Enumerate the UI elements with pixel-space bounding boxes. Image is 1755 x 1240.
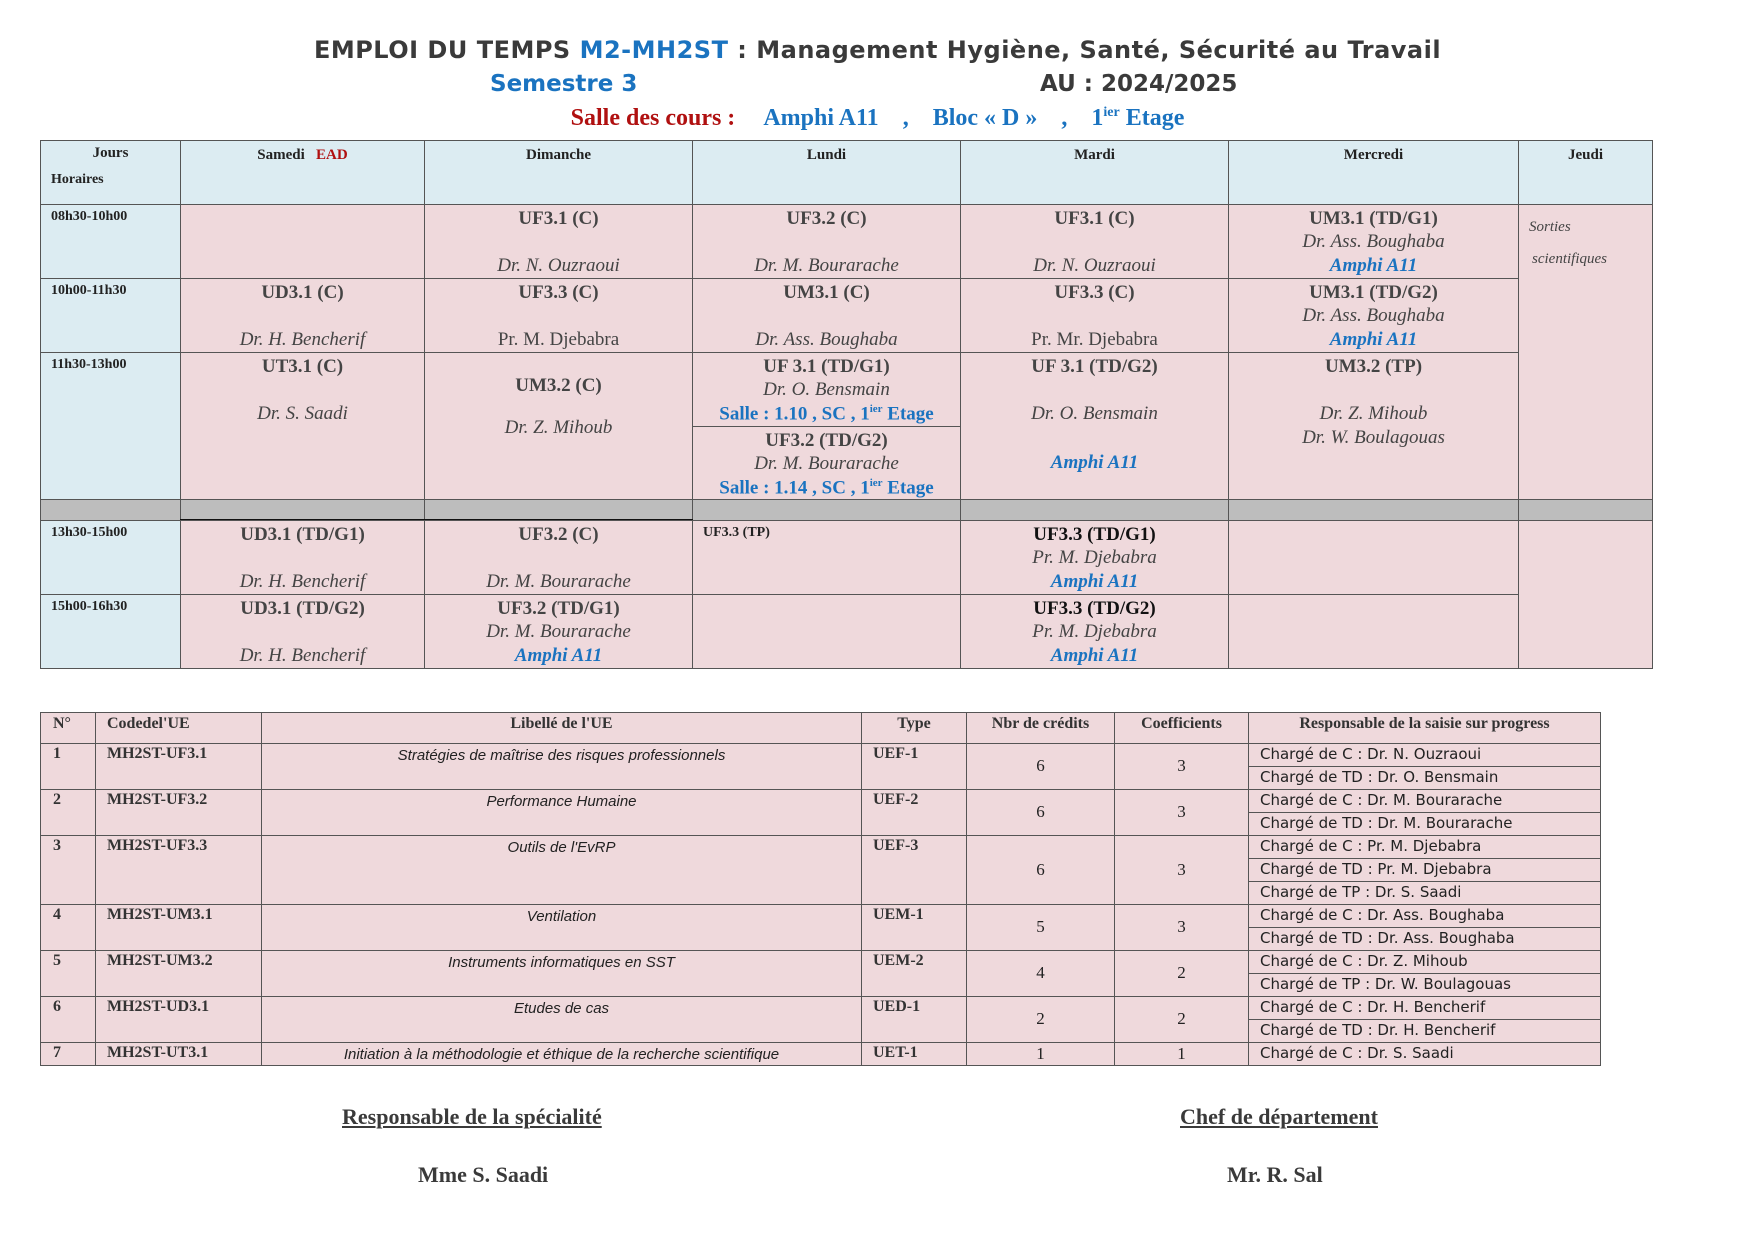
ue-code: MH2ST-UF3.2 [107, 791, 208, 808]
room-floor-sup: ier [1103, 105, 1120, 120]
ue-cell-type [861, 743, 967, 790]
left-signature-name: Mme S. Saadi [418, 1162, 549, 1187]
day-samedi: Samedi [257, 147, 305, 163]
sorties-text: Sorties [1529, 219, 1571, 235]
ue-code: MH2ST-UD3.1 [107, 998, 210, 1015]
ue-cell-code [95, 950, 262, 997]
ue-resp-cell [1248, 904, 1601, 928]
course-room: Amphi A11 [1329, 329, 1418, 350]
ue-n: 6 [53, 998, 61, 1015]
cell-s3-lundi-g1 [692, 352, 961, 427]
header-resp: Responsable de la saisie sur progress [1299, 715, 1550, 732]
ue-cell-code [95, 743, 262, 790]
day-mardi: Mardi [1074, 147, 1115, 163]
course-room: Amphi A11 [1050, 452, 1139, 473]
ue-n: 7 [53, 1044, 61, 1061]
ue-type: UET-1 [873, 1044, 918, 1061]
ue-responsable: Chargé de C : Dr. Ass. Boughaba [1260, 906, 1505, 924]
cell-s3-dimanche [424, 352, 693, 500]
corner-horaires: Horaires [51, 172, 104, 187]
ue-responsable: Chargé de C : Dr. H. Bencherif [1260, 998, 1486, 1016]
ue-cell-libelle [261, 904, 862, 951]
room-sep-1: , [902, 105, 909, 131]
ue-resp-cell [1248, 812, 1601, 836]
course-code: UD3.1 (C) [261, 282, 344, 303]
cell-s2-mardi [960, 278, 1229, 353]
ue-coef: 3 [1177, 802, 1186, 821]
course-code: UD3.1 (TD/G2) [240, 598, 365, 619]
ue-cell-type [861, 835, 967, 905]
course-code: UF3.3 (TD/G1) [1033, 524, 1156, 545]
cell-s5-mercredi [1228, 594, 1519, 669]
header-credits: Nbr de crédits [991, 715, 1090, 732]
course-code: UF3.3 (TD/G2) [1033, 598, 1156, 619]
ue-responsable: Chargé de C : Dr. M. Bourarache [1260, 791, 1503, 809]
jeudi-afternoon-cell [1518, 520, 1653, 669]
ue-coef: 3 [1177, 756, 1186, 775]
course-prof: Pr. M. Djebabra [1032, 547, 1157, 568]
course-code: UF3.1 (C) [518, 208, 599, 229]
ue-cell-n [40, 904, 96, 951]
slot-1-text: 08h30-10h00 [51, 209, 128, 224]
ue-coef: 3 [1177, 917, 1186, 936]
right-signature-title: Chef de département [1180, 1104, 1378, 1129]
ue-coef: 2 [1177, 963, 1186, 982]
course-code: UF3.2 (TD/G1) [497, 598, 620, 619]
day-mercredi: Mercredi [1343, 147, 1404, 163]
ue-type: UEF-1 [873, 745, 919, 762]
ue-responsable: Chargé de TP : Dr. S. Saadi [1260, 883, 1462, 901]
slot-5-label [40, 594, 181, 669]
cell-s1-dimanche [424, 204, 693, 279]
course-room: Amphi A11 [1050, 645, 1139, 666]
ue-credits: 2 [1036, 1009, 1045, 1028]
ue-responsable: Chargé de TD : Pr. M. Djebabra [1260, 860, 1492, 878]
course-prof: Dr. M. Bourarache [754, 453, 899, 474]
course-prof: Dr. H. Bencherif [239, 645, 366, 666]
ue-cell-credits [966, 950, 1115, 997]
ue-cell-credits [966, 789, 1115, 836]
course-room: Amphi A11 [1329, 255, 1418, 276]
ue-resp-cell [1248, 1042, 1601, 1066]
slot-3-text: 11h30-13h00 [51, 357, 127, 372]
course-code: UF3.2 (TD/G2) [765, 430, 888, 451]
ue-responsable: Chargé de TD : Dr. Ass. Boughaba [1260, 929, 1515, 947]
ue-libelle: Etudes de cas [513, 1000, 610, 1017]
ue-cell-credits [966, 904, 1115, 951]
ue-cell-libelle [261, 950, 862, 997]
day-header-mardi [960, 140, 1229, 205]
course-prof: Dr. M. Bourarache [486, 571, 631, 592]
slot-4-text: 13h30-15h00 [51, 525, 128, 540]
course-prof: Dr. Ass. Boughaba [755, 329, 898, 350]
room-text: Salle : 1.10 , SC , 1 [719, 403, 870, 425]
ue-cell-libelle [261, 789, 862, 836]
ue-n: 2 [53, 791, 61, 808]
course-room [693, 477, 960, 499]
ue-resp-cell [1248, 927, 1601, 951]
ue-cell-coef [1114, 904, 1249, 951]
course-prof: Dr. Z. Mihoub [1319, 403, 1428, 424]
cell-s1-mardi [960, 204, 1229, 279]
day-dimanche: Dimanche [526, 147, 591, 163]
cell-s5-samedi [180, 594, 425, 669]
room-sup: ier [869, 477, 883, 489]
ue-cell-n [40, 1042, 96, 1066]
room-bloc: Bloc « D » [932, 105, 1038, 131]
ue-header-cell [966, 712, 1115, 744]
academic-year: AU : 2024/2025 [1040, 71, 1238, 97]
course-code: UM3.1 (TD/G1) [1309, 208, 1438, 229]
ue-credits: 6 [1036, 860, 1045, 879]
course-code: UF3.2 (C) [518, 524, 599, 545]
ue-cell-n [40, 996, 96, 1043]
semester-label: Semestre 3 [490, 71, 638, 97]
break-cell [960, 499, 1229, 521]
day-jeudi: Jeudi [1567, 147, 1603, 163]
cell-s3-lundi-g2 [692, 426, 961, 500]
ue-credits: 1 [1036, 1044, 1045, 1063]
ue-header-cell [1248, 712, 1601, 744]
break-cell [692, 499, 961, 521]
header-type: Type [897, 715, 931, 732]
course-room: Amphi A11 [514, 645, 603, 666]
ue-coef: 1 [1177, 1044, 1186, 1063]
header-libelle: Libellé de l'UE [510, 715, 613, 732]
cell-s1-lundi [692, 204, 961, 279]
cell-s4-samedi [180, 520, 425, 595]
course-code: UM3.2 (TP) [1324, 356, 1423, 377]
ue-resp-cell [1248, 996, 1601, 1020]
ue-credits: 6 [1036, 802, 1045, 821]
course-code: UF3.1 (C) [1054, 208, 1135, 229]
cell-s1-samedi [180, 204, 425, 279]
slot-2-label [40, 278, 181, 353]
ue-responsable: Chargé de TD : Dr. H. Bencherif [1260, 1021, 1496, 1039]
ue-code: MH2ST-UT3.1 [107, 1044, 209, 1061]
course-code: UT3.1 (C) [261, 356, 344, 377]
cell-s5-lundi [692, 594, 961, 669]
ue-coef: 3 [1177, 860, 1186, 879]
ue-resp-cell [1248, 835, 1601, 859]
header-code: Codedel'UE [107, 715, 190, 732]
ue-credits: 6 [1036, 756, 1045, 775]
course-code: UM3.1 (TD/G2) [1309, 282, 1438, 303]
ue-cell-coef [1114, 996, 1249, 1043]
ue-code: MH2ST-UF3.1 [107, 745, 208, 762]
ue-responsable: Chargé de TP : Dr. W. Boulagouas [1260, 975, 1511, 993]
course-code: UF3.2 (C) [786, 208, 867, 229]
room-text-2: Etage [882, 403, 934, 425]
ue-cell-type [861, 789, 967, 836]
course-room [693, 403, 960, 425]
scientifiques-text: scientifiques [1532, 251, 1607, 267]
course-code: UF 3.1 (TD/G1) [763, 356, 890, 377]
ue-cell-code [95, 789, 262, 836]
cell-s4-mardi [960, 520, 1229, 595]
ue-code: MH2ST-UF3.3 [107, 837, 208, 854]
ue-header-cell [261, 712, 862, 744]
ue-cell-credits [966, 835, 1115, 905]
course-code: UM3.2 (C) [515, 375, 602, 396]
ead-tag: EAD [316, 147, 348, 163]
ue-type: UEF-2 [873, 791, 919, 808]
course-prof: Pr. Mr. Djebabra [1031, 329, 1158, 350]
ue-type: UED-1 [873, 998, 921, 1015]
break-cell [40, 499, 181, 521]
course-prof: Dr. O. Bensmain [763, 379, 890, 400]
ue-cell-libelle [261, 1042, 862, 1066]
ue-responsable: Chargé de C : Dr. N. Ouzraoui [1260, 745, 1482, 763]
ue-responsable: Chargé de TD : Dr. M. Bourarache [1260, 814, 1513, 832]
header-n: N° [53, 715, 71, 732]
cell-s3-samedi [180, 352, 425, 500]
course-prof: Dr. Ass. Boughaba [1302, 231, 1445, 252]
cell-s4-dimanche [424, 520, 693, 595]
room-sup: ier [869, 403, 883, 415]
slot-2-text: 10h00-11h30 [51, 283, 127, 298]
slot-3-label [40, 352, 181, 500]
ue-resp-cell [1248, 1019, 1601, 1043]
ue-n: 4 [53, 906, 61, 923]
cell-s2-mercredi [1228, 278, 1519, 353]
ue-cell-credits [966, 1042, 1115, 1066]
course-code: UF3.3 (C) [1054, 282, 1135, 303]
cell-s3-mercredi [1228, 352, 1519, 500]
ue-type: UEM-2 [873, 952, 924, 969]
ue-header-cell [95, 712, 262, 744]
slot-5-text: 15h00-16h30 [51, 599, 128, 614]
ue-cell-credits [966, 996, 1115, 1043]
ue-type: UEF-3 [873, 837, 919, 854]
ue-cell-libelle [261, 743, 862, 790]
course-code: UM3.1 (C) [783, 282, 870, 303]
room-floor-text: Etage [1119, 105, 1185, 131]
course-prof: Dr. H. Bencherif [239, 329, 366, 350]
ue-cell-n [40, 743, 96, 790]
course-prof: Dr. N. Ouzraoui [1033, 255, 1156, 276]
course-prof: Dr. O. Bensmain [1031, 403, 1158, 424]
day-lundi: Lundi [806, 147, 847, 163]
room-label: Salle des cours : [570, 105, 736, 131]
day-header-mercredi [1228, 140, 1519, 205]
ue-coef: 2 [1177, 1009, 1186, 1028]
ue-resp-cell [1248, 950, 1601, 974]
course-code: UF3.3 (C) [518, 282, 599, 303]
course-prof: Dr. W. Boulagouas [1302, 427, 1445, 448]
break-cell [1228, 499, 1519, 521]
ue-responsable: Chargé de C : Pr. M. Djebabra [1260, 837, 1482, 855]
course-prof: Pr. M. Djebabra [497, 329, 620, 350]
day-header-dimanche [424, 140, 693, 205]
ue-code: MH2ST-UM3.1 [107, 906, 213, 923]
ue-cell-credits [966, 743, 1115, 790]
ue-cell-type [861, 950, 967, 997]
room-sep-2: , [1061, 105, 1068, 131]
jeudi-morning-cell [1518, 204, 1653, 500]
course-prof: Dr. M. Bourarache [754, 255, 899, 276]
cell-s4-mercredi [1228, 520, 1519, 595]
cell-s2-lundi [692, 278, 961, 353]
header-coef: Coefficients [1141, 715, 1222, 732]
ue-n: 5 [53, 952, 61, 969]
left-signature-title: Responsable de la spécialité [342, 1104, 602, 1129]
cell-s2-dimanche [424, 278, 693, 353]
ue-header-cell [861, 712, 967, 744]
course-prof: Dr. Ass. Boughaba [1302, 305, 1445, 326]
ue-libelle: Performance Humaine [486, 793, 637, 810]
ue-cell-coef [1114, 789, 1249, 836]
cell-s3-mardi [960, 352, 1229, 500]
ue-cell-code [95, 835, 262, 905]
ue-cell-code [95, 1042, 262, 1066]
ue-resp-cell [1248, 789, 1601, 813]
cell-s1-mercredi [1228, 204, 1519, 279]
room-text-2: Etage [882, 477, 934, 499]
course-prof: Dr. M. Bourarache [486, 621, 631, 642]
course-code: UF 3.1 (TD/G2) [1031, 356, 1158, 377]
ue-resp-cell [1248, 973, 1601, 997]
ue-cell-n [40, 789, 96, 836]
cell-s4-lundi [692, 520, 961, 595]
ue-n: 3 [53, 837, 61, 854]
day-header-lundi [692, 140, 961, 205]
course-prof: Dr. N. Ouzraoui [497, 255, 620, 276]
ue-responsable: Chargé de C : Dr. Z. Mihoub [1260, 952, 1468, 970]
ue-cell-type [861, 1042, 967, 1066]
ue-cell-n [40, 835, 96, 905]
slot-4-label [40, 520, 181, 595]
title-prefix: EMPLOI DU TEMPS [313, 36, 571, 64]
ue-credits: 5 [1036, 917, 1045, 936]
break-cell [1518, 499, 1653, 521]
document-title [0, 36, 1755, 64]
course-prof: Dr. H. Bencherif [239, 571, 366, 592]
break-cell [180, 499, 425, 521]
ue-resp-cell [1248, 881, 1601, 905]
ue-cell-code [95, 904, 262, 951]
ue-resp-cell [1248, 858, 1601, 882]
title-suffix: : Management Hygiène, Santé, Sécurité au Travail [728, 36, 1442, 64]
ue-cell-libelle [261, 835, 862, 905]
ue-cell-coef [1114, 950, 1249, 997]
room-line [0, 105, 1755, 132]
ue-credits: 4 [1036, 963, 1045, 982]
ue-n: 1 [53, 745, 61, 762]
corner-jours: Jours [92, 145, 129, 161]
ue-type: UEM-1 [873, 906, 924, 923]
ue-cell-type [861, 996, 967, 1043]
ue-cell-coef [1114, 1042, 1249, 1066]
ue-libelle: Instruments informatiques en SST [448, 954, 675, 971]
course-code: UD3.1 (TD/G1) [240, 524, 365, 545]
room-value: Amphi A11 [763, 105, 879, 131]
course-room: Amphi A11 [1050, 571, 1139, 592]
course-prof: Dr. Z. Mihoub [504, 417, 613, 438]
ue-header-cell [1114, 712, 1249, 744]
ue-libelle: Outils de l'EvRP [507, 839, 616, 856]
ue-responsable: Chargé de TD : Dr. O. Bensmain [1260, 768, 1499, 786]
ue-cell-code [95, 996, 262, 1043]
ue-cell-n [40, 950, 96, 997]
ue-code: MH2ST-UM3.2 [107, 952, 213, 969]
break-cell [424, 499, 693, 521]
ue-header-cell [40, 712, 96, 744]
corner-cell [40, 140, 181, 205]
course-prof: Dr. S. Saadi [257, 403, 348, 424]
ue-responsable: Chargé de C : Dr. S. Saadi [1260, 1044, 1454, 1062]
room-text: Salle : 1.14 , SC , 1 [719, 477, 870, 499]
ue-cell-coef [1114, 743, 1249, 790]
ue-cell-libelle [261, 996, 862, 1043]
cell-s5-mardi [960, 594, 1229, 669]
day-header-jeudi [1518, 140, 1653, 205]
ue-cell-type [861, 904, 967, 951]
ue-libelle: Stratégies de maîtrise des risques professionnels [397, 747, 726, 764]
cell-s5-dimanche [424, 594, 693, 669]
room-floor [1091, 105, 1184, 131]
ue-resp-cell [1248, 766, 1601, 790]
ue-cell-coef [1114, 835, 1249, 905]
room-floor-num: 1 [1091, 105, 1104, 131]
slot-1-label [40, 204, 181, 279]
ue-libelle: Ventilation [526, 908, 597, 925]
title-code: M2-MH2ST [579, 36, 729, 64]
course-prof: Pr. M. Djebabra [1032, 621, 1157, 642]
course-code: UF3.3 (TP) [703, 525, 770, 540]
ue-libelle: Initiation à la méthodologie et éthique de la recherche scientifique [343, 1046, 780, 1063]
cell-s2-samedi [180, 278, 425, 353]
day-header-samedi [180, 140, 425, 205]
right-signature-name: Mr. R. Sal [1227, 1162, 1323, 1187]
ue-resp-cell [1248, 743, 1601, 767]
